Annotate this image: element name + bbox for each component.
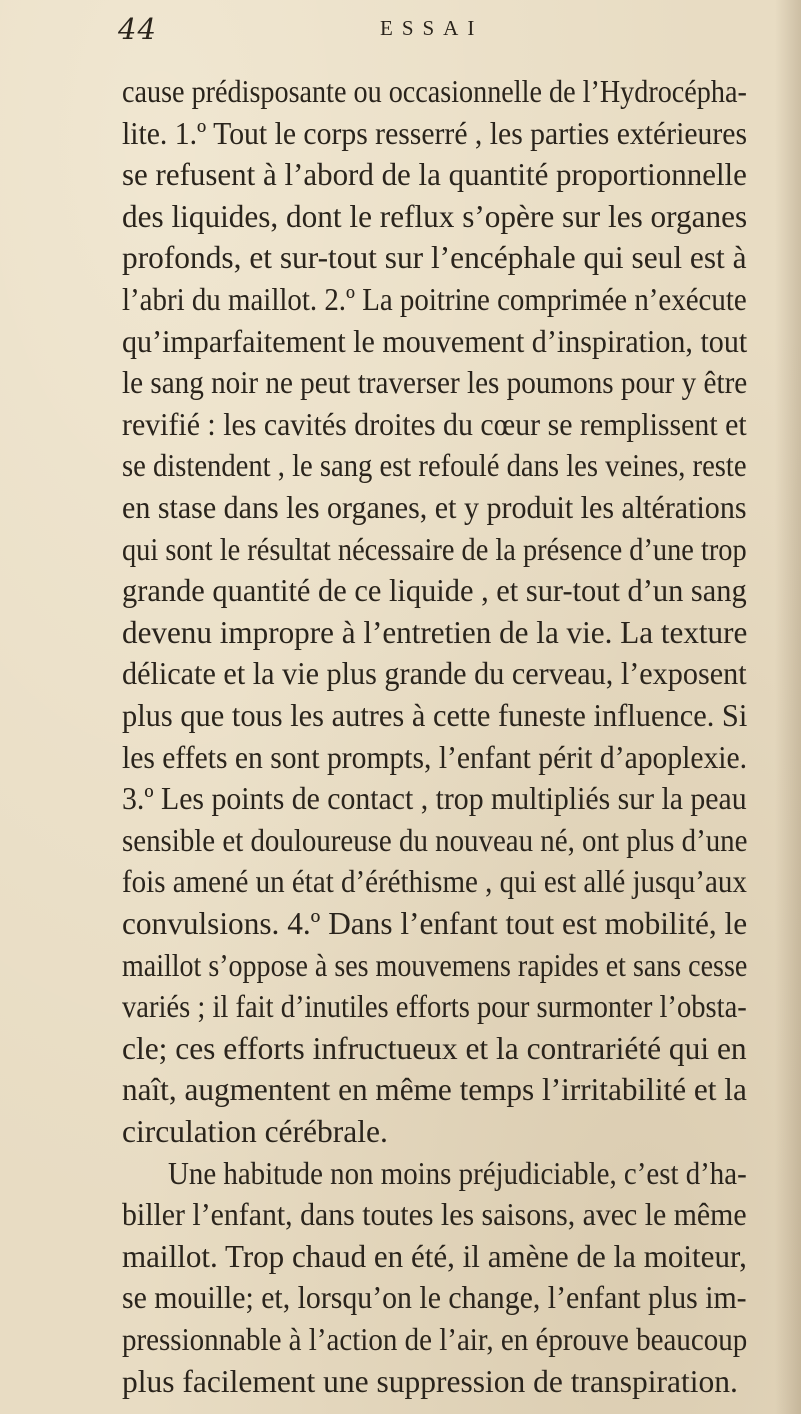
- text-line: l’abri du maillot. 2.º La poitrine comprimée n’exécute: [122, 282, 747, 317]
- text-line: se refusent à l’abord de la quantité proportionnelle: [122, 157, 747, 193]
- page-number: 44: [118, 12, 157, 46]
- text-line: grande quantité de ce liquide , et sur-tout d’un sang: [122, 573, 747, 609]
- text-line: en stase dans les organes, et y produit les altérations: [122, 490, 747, 525]
- text-line: maillot s’oppose à ses mouvemens rapides et sans cesse: [122, 947, 748, 983]
- text-line: sensible et douloureuse du nouveau né, ont plus d’une: [122, 822, 748, 858]
- text-line: fois amené un état d’éréthisme , qui est allé jusqu’aux: [122, 864, 747, 900]
- text-line: biller l’enfant, dans toutes les saisons, avec le même: [122, 1197, 747, 1233]
- text-line: cle; ces efforts infructueux et la contrariété qui en: [122, 1030, 747, 1066]
- text-line: le sang noir ne peut traverser les poumons pour y être: [122, 365, 748, 401]
- page-edge-shadow: [775, 0, 801, 1414]
- text-line: pressionnable à l’action de l’air, en éprouve beaucoup: [122, 1322, 748, 1357]
- text-line: revifié : les cavités droites du cœur se remplissent et: [122, 406, 747, 442]
- text-line: qui sont le résultat nécessaire de la présence d’une trop: [122, 531, 747, 567]
- text-line: les effets en sont prompts, l’enfant périt d’apoplexie.: [122, 739, 748, 775]
- text-line: devenu impropre à l’entretien de la vie. La texture: [122, 614, 748, 650]
- text-line: cause prédisposante ou occasionnelle de l’Hydrocépha-: [122, 74, 747, 109]
- text-line: plus que tous les autres à cette funeste influence. Si: [122, 698, 748, 733]
- text-line: circulation cérébrale.: [122, 1114, 388, 1149]
- text-line: convulsions. 4.º Dans l’enfant tout est mobilité, le: [122, 906, 748, 941]
- text-line: des liquides, dont le reflux s’opère sur les organes: [122, 198, 748, 234]
- text-line: se distendent , le sang est refoulé dans les veines, reste: [122, 448, 747, 484]
- running-title: ESSAI: [380, 16, 484, 40]
- text-line: délicate et la vie plus grande du cerveau, l’exposent: [122, 656, 747, 692]
- text-line: maillot. Trop chaud en été, il amène de la moiteur,: [122, 1238, 747, 1274]
- text-line: qu’imparfaitement le mouvement d’inspiration, tout: [122, 323, 748, 359]
- text-line: variés ; il fait d’inutiles efforts pour surmonter l’obsta-: [122, 989, 747, 1025]
- text-line: Une habitude non moins préjudiciable, c’est d’ha-: [168, 1155, 747, 1191]
- text-line: lite. 1.º Tout le corps resserré , les parties extérieures: [122, 115, 748, 151]
- running-head: [118, 12, 678, 48]
- text-line: profonds, et sur-tout sur l’encéphale qui seul est à: [122, 240, 747, 276]
- text-line: se mouille; et, lorsqu’on le change, l’enfant plus im-: [122, 1280, 747, 1316]
- text-line: plus facilement une suppression de transpiration.: [122, 1363, 738, 1399]
- text-line: naît, augmentent en même temps l’irritabilité et la: [122, 1072, 747, 1108]
- text-line: 3.º Les points de contact , trop multipliés sur la peau: [122, 781, 747, 817]
